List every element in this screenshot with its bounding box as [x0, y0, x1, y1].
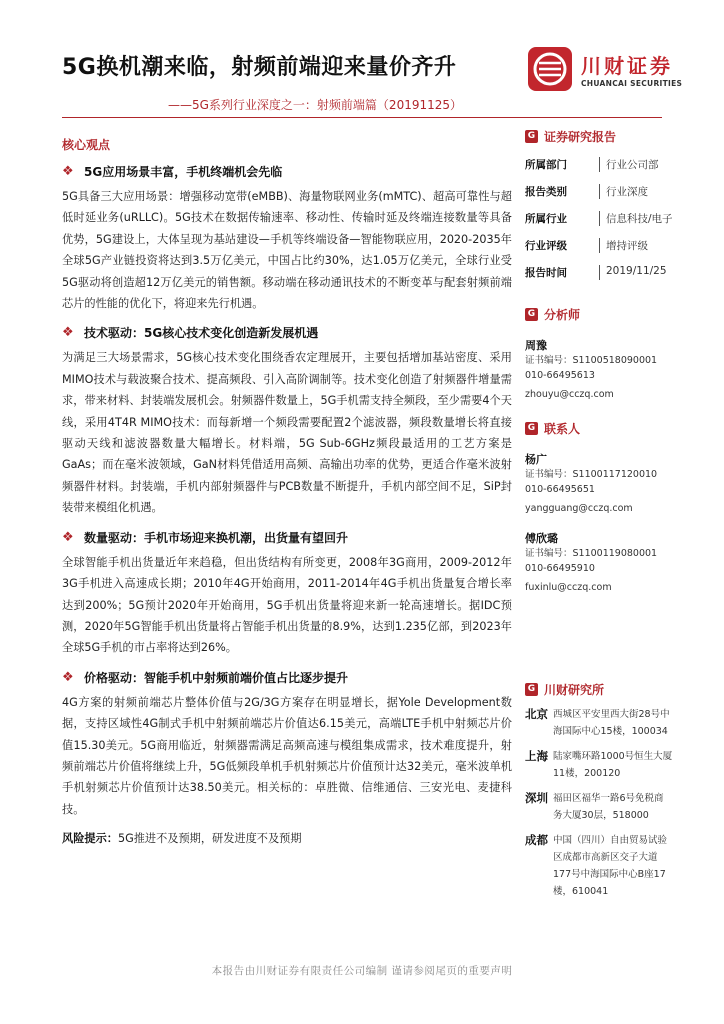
g-logo-icon: G: [525, 422, 538, 435]
info-row: [525, 157, 675, 172]
logo-text-en: CHUANCAI SECURITIES: [581, 79, 683, 88]
office-address: 福田区福华一路6号免税商务大厦30层，518000: [553, 793, 664, 821]
info-value: 2019/11/25: [599, 265, 667, 280]
office-address: 西城区平安里西大街28号中海国际中心15楼，100034: [553, 709, 670, 737]
contact-card: [525, 451, 675, 516]
risk-text: 5G推进不及预期，研发进度不及预期: [117, 832, 302, 846]
office-city: 北京: [525, 707, 548, 721]
g-logo-icon: G: [525, 683, 538, 696]
section-paragraph: 为满足三大场景需求，5G核心技术变化围绕香农定理展开，主要包括增加基站密度、采用MIMO技术与载波聚合技术、提高频段、引入高阶调制等。技术变化创造了射频器件增量需求，带来材料、封装端发展机会。射频器件数量上，5G手机需支持全频段，至少需要4个天线，采用4T4R MIMO技术：而每新增一个频段需要配置2个滤波器，频段数量增长将直接驱动天线和滤波器数量大幅增长。材料端，5G Sub-6GHz频段最适用的工艺方案是GaAs；而在毫米波领域，GaN材料凭借适用高频、高输出功率的优势，更适合作毫米波射频器件材料。封装端，手机内部射频器件与PCB数量不断提升，手机内部空间不足，SiP封装带来模组化机遇。: [62, 351, 512, 515]
person-phone: 010-66495651: [525, 484, 595, 495]
person-phone: 010-66495613: [525, 370, 595, 381]
office-item: [525, 832, 675, 900]
office-city: 深圳: [525, 791, 548, 805]
info-key: 所属部门: [525, 159, 567, 171]
office-address: 陆家嘴环路1000号恒生大厦11楼，200120: [553, 751, 673, 779]
info-value: 信息科技/电子: [599, 211, 673, 226]
core-views-heading: 核心观点: [62, 138, 111, 152]
info-value: 行业公司部: [599, 157, 659, 172]
analyst-heading: G 分析师: [525, 306, 675, 323]
section-title: 技术驱动：5G核心技术变化创造新发展机遇: [84, 326, 319, 341]
section-title: 价格驱动：智能手机中射频前端价值占比逐步提升: [84, 670, 349, 685]
info-key: 报告时间: [525, 267, 567, 279]
header-rule: [62, 117, 662, 118]
person-cert: 证书编号：S1100117120010: [525, 469, 658, 480]
person-email[interactable]: fuxinlu@cczq.com: [525, 582, 612, 593]
section-paragraph: 全球智能手机出货量近年来趋稳，但出货结构有所变更，2008年3G商用，2009-2012年3G手机进入高速成长期；2010年4G开始商用，2011-2014年4G手机出货量复合增长率达到200%；5G预计2020年开始商用，5G手机出货量将迎来新一轮高速增长。据IDC预测，2020年5G智能手机出货量将占智能手机出货量的8.9%，达到1.235亿部，到2023年全球5G手机的市占率将达到26%。: [62, 555, 512, 655]
risk-label: 风险提示：: [62, 832, 118, 846]
main-content: [62, 127, 512, 846]
diamond-bullet-icon: ❖: [62, 669, 74, 685]
section-bullet: [62, 669, 512, 686]
report-info-heading: G 证券研究报告: [525, 128, 675, 145]
info-row: [525, 184, 675, 199]
report-subtitle: ——5G系列行业深度之一：射频前端篇（20191125）: [168, 98, 463, 112]
g-logo-icon: G: [525, 308, 538, 321]
section-paragraph: 5G具备三大应用场景：增强移动宽带(eMBB)、海量物联网业务(mMTC)、超高可靠性与超低时延业务(uRLLC)。5G技术在数据传输速率、移动性、传输时延及终端连接数量等具备优势，5G建设上，大体呈现为基站建设—手机等终端设备—智能物联应用，2020-2035年全球5G产业链投资将达到3.5万亿美元，中国占比约30%，达1.05万亿美元，全球行业受5G驱动将创造超12万亿美元的销售额。移动端在移动通讯技术的不断变革与配套射频前端芯片的性能的优化下，将迎来先行机遇。: [62, 190, 512, 311]
company-logo: [527, 44, 683, 96]
section-bullet: [62, 163, 512, 180]
info-value: 行业深度: [599, 184, 648, 199]
info-row: [525, 265, 675, 280]
person-email[interactable]: zhouyu@cczq.com: [525, 389, 614, 400]
info-row: [525, 211, 675, 226]
logo-mark-icon: [527, 46, 573, 92]
person-name: 傅欣璐: [525, 532, 558, 545]
institute-heading: G 川财研究所: [525, 681, 675, 698]
report-title: 5G换机潮来临，射频前端迎来量价齐升: [62, 55, 457, 80]
analyst-card: [525, 337, 675, 402]
info-key: 所属行业: [525, 213, 567, 225]
office-item: [525, 706, 675, 740]
office-item: [525, 748, 675, 782]
logo-text-cn: 川财证券: [581, 54, 673, 78]
person-phone: 010-66495910: [525, 563, 595, 574]
person-email[interactable]: yangguang@cczq.com: [525, 503, 633, 514]
risk-warning: [62, 830, 512, 846]
person-name: 杨广: [525, 453, 547, 466]
section-title: 数量驱动：手机市场迎来换机潮，出货量有望回升: [84, 530, 349, 545]
sidebar: [525, 128, 675, 900]
person-cert: 证书编号：S1100518090001: [525, 355, 658, 366]
diamond-bullet-icon: ❖: [62, 164, 74, 179]
info-key: 行业评级: [525, 240, 567, 252]
person-name: 周豫: [525, 339, 547, 352]
office-city: 成都: [525, 833, 548, 847]
section-bullet: [62, 529, 512, 546]
diamond-bullet-icon: ❖: [62, 529, 74, 545]
person-cert: 证书编号：S1100119080001: [525, 548, 658, 559]
office-city: 上海: [525, 749, 548, 763]
section-title: 5G应用场景丰富，手机终端机会先临: [84, 165, 283, 179]
office-item: [525, 790, 675, 824]
info-row: [525, 238, 675, 253]
info-value: 增持评级: [599, 238, 648, 253]
section-bullet: [62, 324, 512, 341]
info-key: 报告类别: [525, 186, 567, 198]
diamond-bullet-icon: ❖: [62, 325, 74, 341]
footer-disclaimer: 本报告由川财证券有限责任公司编制 谨请参阅尾页的重要声明: [211, 965, 513, 977]
contact-heading: G 联系人: [525, 420, 675, 437]
contact-card: [525, 530, 675, 595]
office-address: 中国（四川）自由贸易试验区成都市高新区交子大道177号中海国际中心B座17楼，610041: [553, 835, 668, 897]
section-paragraph: 4G方案的射频前端芯片整体价值与2G/3G方案存在明显增长，据Yole Development数据，支持区域性4G制式手机中射频前端芯片价值达6.15美元，高端LTE手机中射频芯片价值15.30美元。5G商用临近，射频器需满足高频高速与模组集成需求，技术难度提升，射频前端芯片价值将继续上升，5G低频段单机手机射频芯片价值预计达32美元，毫米波单机手机射频芯片价值预计达38.50美元。相关标的：卓胜微、信维通信、三安光电、麦捷科技。: [62, 695, 512, 816]
g-logo-icon: G: [525, 130, 538, 143]
